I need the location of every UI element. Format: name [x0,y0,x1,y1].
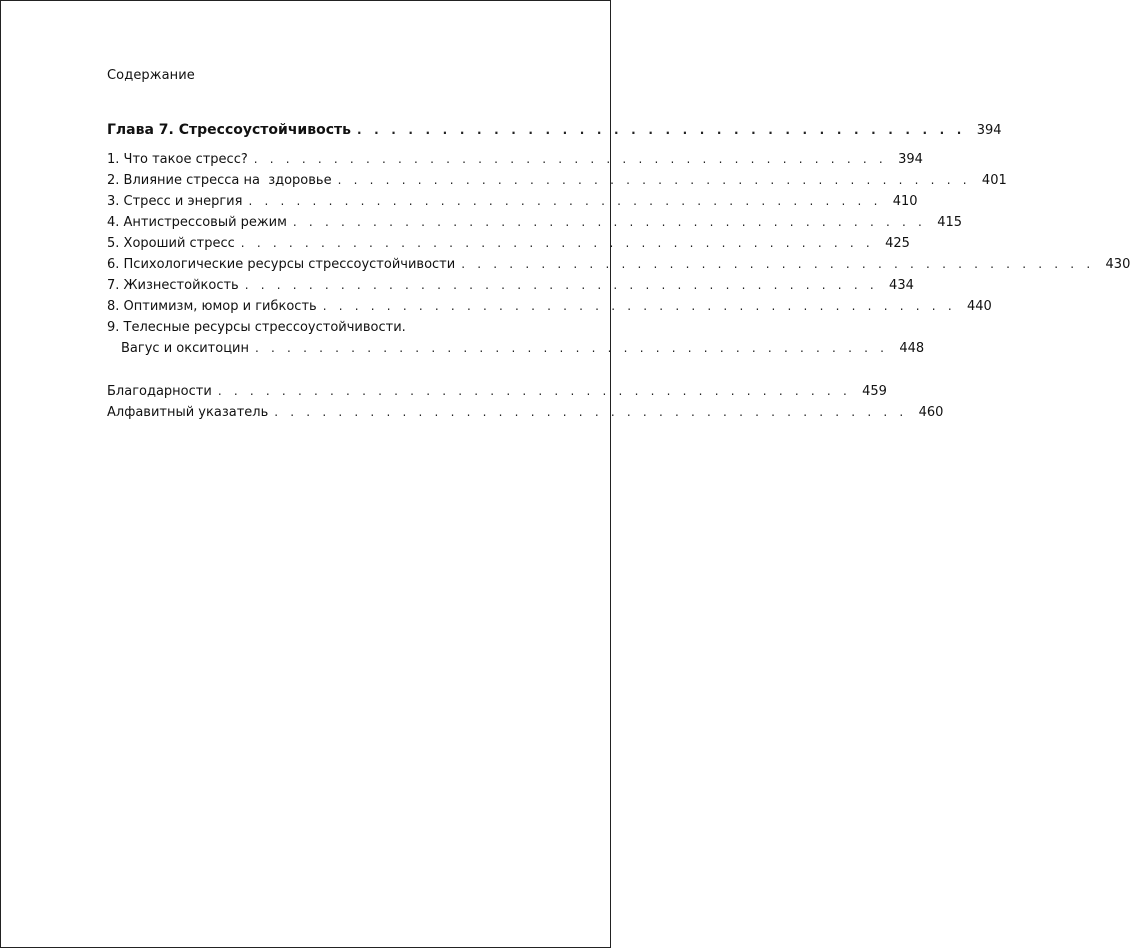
toc-back-matter-list [107,381,944,423]
dot-leader: . . . . . . . . . . . . . . . . . . . . . . . . . . . . . . . . . . . . . . . . [274,405,908,419]
toc-entry[interactable] [107,254,1130,275]
toc-entry-label: 1. Что такое стресс? [107,152,248,167]
toc-entry[interactable] [107,233,910,254]
toc-entry-label: 5. Хороший стресс [107,236,235,251]
toc-chapter-label: Глава 7. Стрессоустойчивость [107,122,351,138]
toc-chapter-entry[interactable] [107,118,1002,142]
toc-entry-continuation[interactable] [107,338,925,359]
toc-entry[interactable] [107,402,944,423]
page-title: Содержание [107,68,195,83]
toc-items-list [107,149,1130,359]
toc-page-number: 430 [1105,257,1130,272]
toc-page-number: 425 [885,236,910,251]
toc-entry-label: Благодарности [107,384,212,399]
dot-leader: . . . . . . . . . . . . . . . . . . . . . . . . . . . . . . . . . . . . . . . . [337,173,971,187]
toc-page-number: 415 [937,215,963,230]
toc-entry[interactable] [107,191,918,212]
dot-leader: . . . . . . . . . . . . . . . . . . . . . . . . . . . . . . . . . . . . . . . . [248,194,882,208]
toc-entry[interactable] [107,149,923,170]
dot-leader: . . . . . . . . . . . . . . . . . . . . . . . . . . . . . . . . . . . . [357,123,966,137]
toc-entry-label: 7. Жизнестойкость [107,278,239,293]
dot-leader: . . . . . . . . . . . . . . . . . . . . . . . . . . . . . . . . . . . . . . . . [322,299,956,313]
toc-page-number: 401 [981,173,1007,188]
toc-entry[interactable] [107,170,1007,191]
toc-entry[interactable] [107,212,963,233]
toc-page-number: 459 [862,384,887,399]
toc-entry-first-line[interactable] [107,317,547,338]
toc-page-number: 434 [889,278,914,293]
dot-leader: . . . . . . . . . . . . . . . . . . . . . . . . . . . . . . . . . . . . . . . . [292,215,927,229]
toc-entry[interactable] [107,275,914,296]
toc-entry-label: 4. Антистрессовый режим [107,215,287,230]
toc-entry-label: 2. Влияние стресса на здоровье [107,173,332,188]
toc-entry-label: 6. Психологические ресурсы стрессоустойчивости [107,257,456,272]
dot-leader: . . . . . . . . . . . . . . . . . . . . . . . . . . . . . . . . . . . . . . . . [253,152,887,166]
toc-page-number: 460 [918,405,944,420]
toc-page-number: 440 [967,299,992,314]
dot-leader: . . . . . . . . . . . . . . . . . . . . . . . . . . . . . . . . . . . . . . . . [461,257,1095,271]
toc-entry-label-continuation: Вагус и окситоцин [121,341,249,356]
dot-leader: . . . . . . . . . . . . . . . . . . . . . . . . . . . . . . . . . . . . . . . . [240,236,874,250]
dot-leader: . . . . . . . . . . . . . . . . . . . . . . . . . . . . . . . . . . . . . . . . [255,341,889,355]
toc-entry-label: Алфавитный указатель [107,405,269,420]
toc-page-number: 410 [892,194,918,209]
toc-page-number: 394 [898,152,923,167]
dot-leader: . . . . . . . . . . . . . . . . . . . . . . . . . . . . . . . . . . . . . . . . [244,278,878,292]
toc-entry-label: 3. Стресс и энергия [107,194,243,209]
toc-page-number: 394 [976,123,1002,138]
dot-leader: . . . . . . . . . . . . . . . . . . . . . . . . . . . . . . . . . . . . . . . . [217,384,851,398]
toc-entry-label: 9. Телесные ресурсы стрессоустойчивости. [107,320,406,335]
toc-chapter-block [107,118,1002,142]
toc-entry[interactable] [107,381,887,402]
toc-entry-label: 8. Оптимизм, юмор и гибкость [107,299,317,314]
toc-page-number: 448 [899,341,925,356]
toc-entry[interactable] [107,296,992,317]
